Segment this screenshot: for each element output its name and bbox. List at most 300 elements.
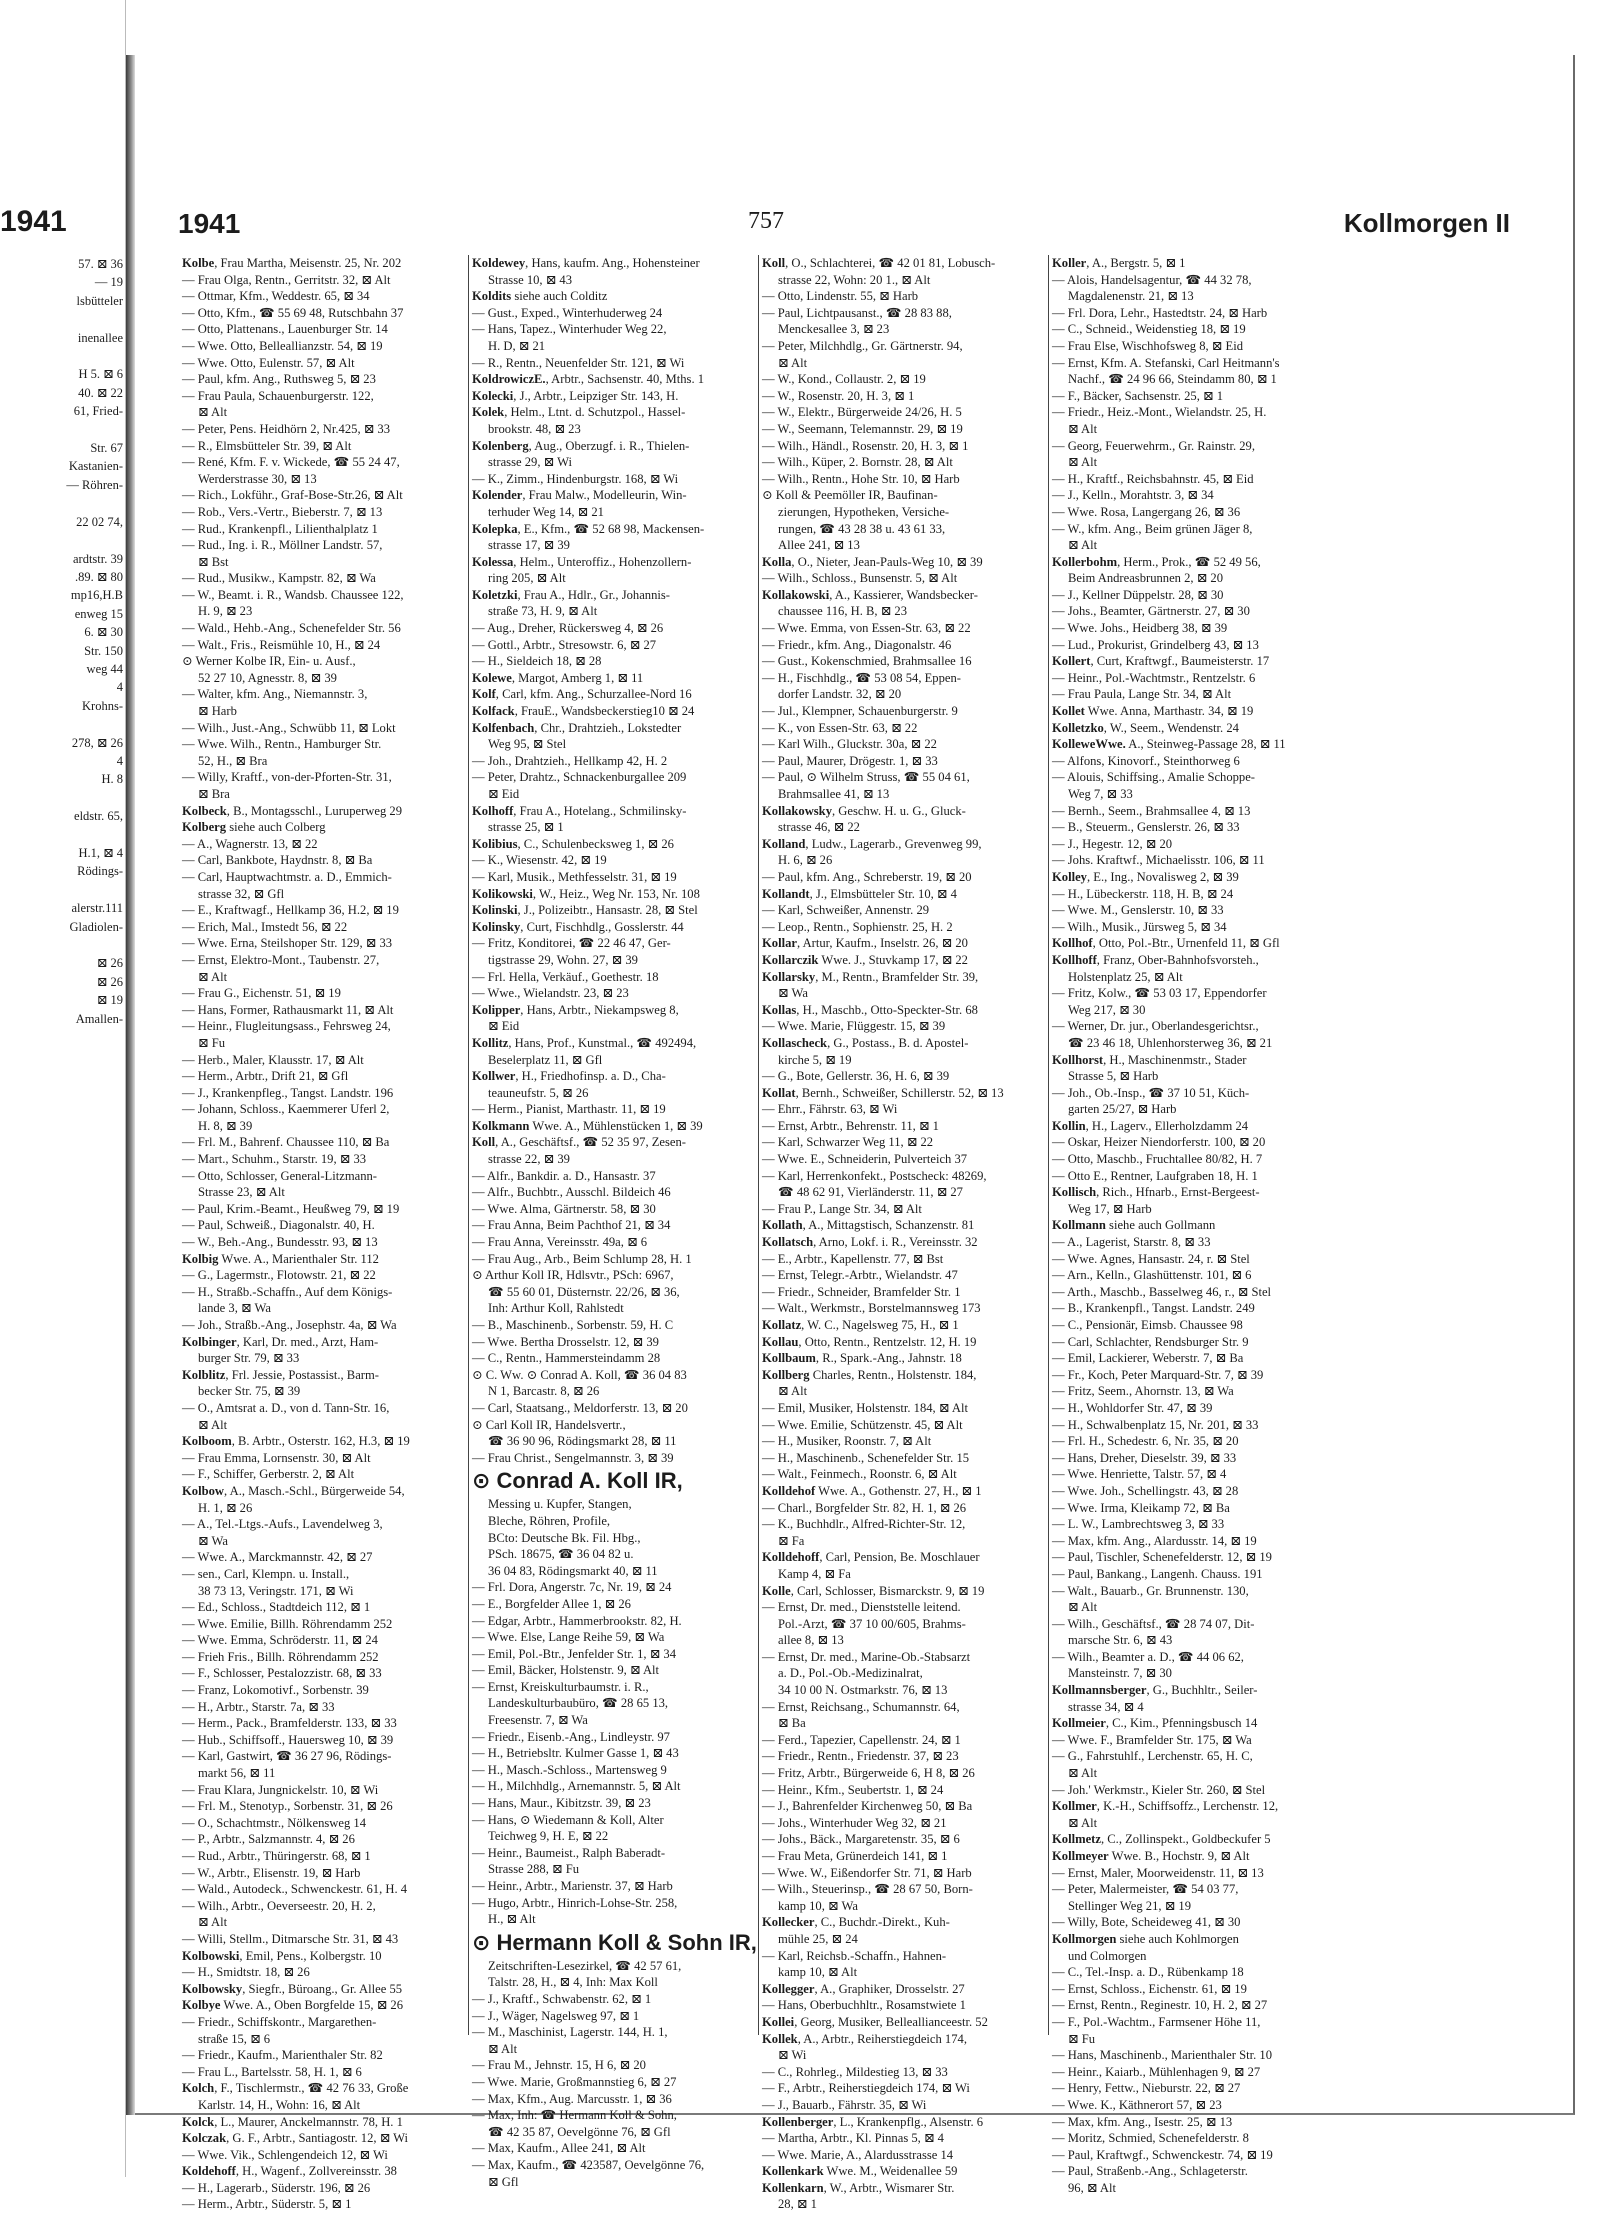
directory-entry-line: Kolewe, Margot, Amberg 1, ⊠ 11 — [472, 670, 644, 685]
directory-entry-line: — H., Musiker, Roonstr. 7, ⊠ Alt — [762, 1434, 932, 1449]
directory-entry-line: ⊙ C. Ww. ⊙ Conrad A. Koll, ☎ 36 04 83 — [472, 1367, 687, 1382]
directory-entry-line: Kolbe, Frau Martha, Meisenstr. 25, Nr. 202 — [182, 256, 402, 270]
directory-entry-line: strasse 25, ⊠ 1 — [488, 820, 564, 835]
directory-entry-line: Kollmetz, C., Zollinspekt., Goldbeckufer 5 — [1052, 1832, 1271, 1847]
directory-entry-line: — Frl. Hella, Verkäuf., Goethestr. 18 — [472, 969, 659, 984]
directory-entry-line: — Lud., Prokurist, Grindelberg 43, ⊠ 13 — [1052, 637, 1259, 652]
directory-entry-line: — Wilh., Geschäftsf., ☎ 28 74 07, Dit- — [1052, 1616, 1255, 1631]
directory-entry-line: Kollatz, W. C., Nagelsweg 75, H., ⊠ 1 — [762, 1318, 959, 1332]
directory-entry-line: ⊙ Conrad A. Koll IR, — [472, 1468, 683, 1494]
directory-entry-line: — Frau Christ., Sengelmannstr. 3, ⊠ 39 — [472, 1450, 674, 1465]
directory-entry-line: ⊠ Alt — [198, 1417, 228, 1432]
directory-entry-line: strasse 34, ⊠ 4 — [1068, 1699, 1144, 1714]
directory-entry-line: becker Str. 75, ⊠ 39 — [198, 1384, 301, 1399]
directory-entry-line: — Karl, Herrenkonfekt., Postscheck: 48269, — [762, 1168, 987, 1183]
previous-page-line: 22 02 74, — [76, 514, 123, 529]
directory-entry-line: — Joh., Straßb.-Ang., Josephstr. 4a, ⊠ Wa — [182, 1318, 397, 1332]
directory-entry-line: — M., Maschinist, Lagerstr. 144, H. 1, — [472, 2025, 668, 2040]
directory-entry-line: — Johann, Schloss., Kaemmerer Uferl 2, — [182, 1102, 390, 1117]
directory-entry-line: — Otto E., Rentner, Laufgraben 18, H. 1 — [1052, 1168, 1258, 1183]
directory-entry-line: — Frau Emma, Lornsenstr. 30, ⊠ Alt — [182, 1450, 371, 1465]
directory-entry-line: — Wwe. Marie, Flüggestr. 15, ⊠ 39 — [762, 1019, 946, 1034]
directory-entry-line: — J., Hegestr. 12, ⊠ 20 — [1052, 836, 1173, 851]
directory-entry-line: — F., Schiffer, Gerberstr. 2, ⊠ Alt — [182, 1467, 355, 1482]
directory-entry-line: Kolhoff, Frau A., Hotelang., Schmilinsky- — [472, 803, 687, 818]
directory-entry-line: — H., Arbtr., Starstr. 7a, ⊠ 33 — [182, 1699, 335, 1714]
directory-entry-line: — A., Tel.-Ltgs.-Aufs., Lavendelweg 3, — [182, 1517, 383, 1532]
directory-entry-line: — J., Bauarb., Fährstr. 35, ⊠ Wi — [762, 2097, 927, 2112]
directory-entry-line: Weg 95, ⊠ Stel — [488, 737, 567, 752]
directory-entry-line: — Hub., Schiffsoff., Hauersweg 10, ⊠ 39 — [182, 1732, 394, 1747]
directory-entry-line: ☎ 48 62 91, Vierländerstr. 11, ⊠ 27 — [778, 1185, 963, 1200]
directory-entry-line: — Wwe. Emilie, Schützenstr. 45, ⊠ Alt — [762, 1417, 963, 1432]
directory-entry-line: Kolbinger, Karl, Dr. med., Arzt, Ham- — [182, 1334, 379, 1349]
directory-entry-line: burger Str. 79, ⊠ 33 — [198, 1351, 300, 1366]
directory-entry-line: — Wwe. Otto, Belleallianzstr. 54, ⊠ 19 — [182, 338, 383, 353]
directory-entry-line: — Karl, Schweißer, Annenstr. 29 — [762, 903, 930, 918]
directory-entry-line: — F., Schlosser, Pestalozzistr. 68, ⊠ 33 — [182, 1666, 382, 1681]
directory-entry-line: Stellinger Weg 21, ⊠ 19 — [1068, 1898, 1191, 1913]
directory-entry-line: — H., Fischhdlg., ☎ 53 08 54, Eppen- — [762, 670, 961, 685]
directory-entry-line: — B., Steuerm., Genslerstr. 26, ⊠ 33 — [1052, 820, 1240, 835]
directory-entry-line: — Frau G., Eichenstr. 51, ⊠ 19 — [182, 986, 341, 1001]
directory-entry-line: Kollek, A., Arbtr., Reiherstiegdeich 174, — [762, 2031, 967, 2046]
directory-entry-line: ⊠ Ba — [778, 1716, 806, 1731]
previous-page-line: 57. ⊠ 36 — [78, 257, 123, 271]
directory-entry-line: ☎ 23 46 18, Uhlenhorsterweg 36, ⊠ 21 — [1068, 1035, 1273, 1050]
directory-entry-line: 28, ⊠ 1 — [778, 2197, 817, 2212]
directory-entry-line: Koll, A., Geschäftsf., ☎ 52 35 97, Zesen- — [472, 1135, 687, 1150]
directory-entry-line: — Ernst, Reichsang., Schumannstr. 64, — [762, 1699, 960, 1714]
directory-entry-line: ⊠ Fu — [1068, 2031, 1096, 2046]
directory-entry-line: ⊠ Alt — [1068, 421, 1098, 436]
previous-page-line: Str. 67 — [90, 441, 123, 456]
previous-page-line: mp16,H.B — [70, 588, 123, 603]
directory-entry-line: — Wwe. Otto, Eulenstr. 57, ⊠ Alt — [182, 355, 355, 370]
directory-entry-line: H. 6, ⊠ 26 — [778, 853, 833, 868]
directory-entry-line: — Carl, Schlachter, Rendsburger Str. 9 — [1052, 1334, 1249, 1349]
directory-entry-line: — Frau Paula, Schauenburgerstr. 122, — [182, 388, 374, 403]
directory-entry-line: — Herm., Arbtr., Drift 21, ⊠ Gfl — [182, 1069, 349, 1084]
directory-entry-line: — Leop., Rentn., Sophienstr. 25, H. 2 — [762, 919, 953, 934]
directory-entry-line: — Wilh., Just.-Ang., Schwübb 11, ⊠ Lokt — [182, 720, 396, 735]
directory-entry-line: — C., Rentn., Hammersteindamm 28 — [472, 1351, 661, 1366]
directory-entry-line: Kolla, O., Nieter, Jean-Pauls-Weg 10, ⊠ 39 — [762, 554, 983, 569]
directory-entry-line: — C., Rohrleg., Mildestieg 13, ⊠ 33 — [762, 2064, 948, 2079]
directory-entry-line: ☎ 55 60 01, Düsternstr. 22/26, ⊠ 36, — [488, 1284, 680, 1299]
directory-entry-line: Kolfack, FrauE., Wandsbeckerstieg10 ⊠ 24 — [472, 704, 695, 719]
directory-entry-line: — Moritz, Schmied, Schenefelderstr. 8 — [1052, 2131, 1249, 2146]
directory-entry-line: — Georg, Feuerwehrm., Gr. Rainstr. 29, — [1052, 438, 1255, 453]
previous-page-line: 40. ⊠ 22 — [78, 385, 123, 400]
directory-column-3 — [762, 255, 1042, 2212]
directory-entry-line: — Wwe. Bertha Drosselstr. 12, ⊠ 39 — [472, 1334, 659, 1349]
directory-entry-line: — H., Schwalbenplatz 15, Nr. 201, ⊠ 33 — [1052, 1417, 1259, 1432]
directory-entry-line: Messing u. Kupfer, Stangen, — [488, 1497, 632, 1512]
directory-entry-line: — Hans, ⊙ Wiedemann & Koll, Alter — [472, 1812, 664, 1827]
directory-entry-line: — Ernst, Rentn., Reginestr. 10, H. 2, ⊠ 27 — [1052, 1998, 1268, 2013]
directory-entry-line: — Willy, Bote, Scheideweg 41, ⊠ 30 — [1052, 1915, 1241, 1930]
previous-page-line: 6. ⊠ 30 — [84, 625, 123, 640]
directory-entry-line: Menckesallee 3, ⊠ 23 — [778, 322, 890, 337]
directory-entry-line: PSch. 18675, ☎ 36 04 82 u. — [488, 1547, 634, 1562]
directory-entry-line: — Wwe. Marie, Großmannstieg 6, ⊠ 27 — [472, 2074, 677, 2089]
directory-entry-line: Teichweg 9, H. E, ⊠ 22 — [488, 1829, 609, 1844]
directory-entry-line: — Peter, Milchhdlg., Gr. Gärtnerstr. 94, — [762, 338, 963, 353]
directory-entry-line: Kollecker, C., Buchdr.-Direkt., Kuh- — [762, 1915, 950, 1930]
directory-entry-line: Kolland, Ludw., Lagerarb., Grevenweg 99, — [762, 836, 982, 851]
directory-entry-line: Kollmeier, C., Kim., Pfenningsbusch 14 — [1052, 1716, 1258, 1731]
directory-entry-line: — Carl, Bankbote, Haydnstr. 8, ⊠ Ba — [182, 853, 373, 868]
directory-entry-line: — K., von Essen-Str. 63, ⊠ 22 — [762, 720, 918, 735]
previous-page-line — [0, 936, 123, 954]
directory-entry-line: — Frau Else, Wischhofsweg 8, ⊠ Eid — [1052, 338, 1243, 353]
directory-entry-line: — Wwe. Henriette, Talstr. 57, ⊠ 4 — [1052, 1467, 1227, 1482]
directory-entry-line: tigstrasse 29, Wohn. 27, ⊠ 39 — [488, 952, 638, 967]
previous-page-line: .89. ⊠ 80 — [75, 569, 123, 584]
directory-entry-line: KoldrowiczE., Arbtr., Sachsenstr. 40, Mths. 1 — [472, 372, 705, 387]
directory-entry-line: — Edgar, Arbtr., Hammerbrookstr. 82, H. — [472, 1613, 682, 1628]
directory-entry-line: H. 9, ⊠ 23 — [198, 604, 253, 619]
directory-entry-line: H. D, ⊠ 21 — [488, 338, 546, 353]
directory-entry-line: Weg 217, ⊠ 30 — [1068, 1002, 1146, 1017]
directory-entry-line: — Fritz, Konditorei, ☎ 22 46 47, Ger- — [472, 936, 671, 951]
directory-entry-line: — Johs., Winterhuder Weg 32, ⊠ 21 — [762, 1815, 947, 1830]
directory-entry-line: — O., Amtsrat a. D., von d. Tann-Str. 16, — [182, 1400, 390, 1415]
directory-entry-line: — Wwe. Erna, Steilshoper Str. 129, ⊠ 33 — [182, 936, 393, 951]
directory-entry-line: — W., kfm. Ang., Beim grünen Jäger 8, — [1052, 521, 1253, 536]
directory-entry-line: — Rob., Vers.-Vertr., Bieberstr. 7, ⊠ 13 — [182, 504, 383, 519]
directory-entry-line: Koletzki, Frau A., Hdlr., Gr., Johannis- — [472, 587, 670, 602]
directory-entry-line: strasse 32, ⊠ Gfl — [198, 886, 285, 901]
directory-entry-line: — Alfr., Bankdir. a. D., Hansastr. 37 — [472, 1168, 656, 1183]
directory-entry-line: — Paul, kfm. Ang., Ruthsweg 5, ⊠ 23 — [182, 372, 376, 387]
directory-entry-line: Kollerbohm, Herm., Prok., ☎ 52 49 56, — [1052, 554, 1261, 569]
directory-entry-line: Kolbow, A., Masch.-Schl., Bürgerweide 54, — [182, 1483, 405, 1498]
directory-entry-line: — Karl, Reichsb.-Schaffn., Hahnen- — [762, 1948, 947, 1963]
directory-entry-line: — J., Kraftf., Schwabenstr. 62, ⊠ 1 — [472, 1991, 652, 2006]
directory-entry-line: — Wwe. Vik., Schlengendeich 12, ⊠ Wi — [182, 2147, 388, 2162]
directory-entry-line: — E., Borgfelder Allee 1, ⊠ 26 — [472, 1596, 631, 1611]
directory-entry-line: ⊠ Alt — [778, 1384, 808, 1399]
directory-entry-line: kirche 5, ⊠ 19 — [778, 1052, 852, 1067]
directory-entry-line: — J., Wäger, Nagelsweg 97, ⊠ 1 — [472, 2008, 640, 2023]
directory-entry-line: ⊠ Fu — [198, 1035, 226, 1050]
directory-entry-line: — Ernst, Maler, Moorweidenstr. 11, ⊠ 13 — [1052, 1865, 1264, 1880]
directory-entry-line: — C., Schneid., Weidenstieg 18, ⊠ 19 — [1052, 322, 1246, 337]
directory-entry-line: — Rich., Lokführ., Graf-Bose-Str.26, ⊠ Alt — [182, 488, 403, 503]
directory-entry-line: — Peter, Drahtz., Schnackenburgallee 209 — [472, 770, 687, 785]
directory-entry-line: — Emil, Musiker, Holstenstr. 184, ⊠ Alt — [762, 1400, 968, 1415]
directory-entry-line: ⊙ Hermann Koll & Sohn IR, — [472, 1929, 757, 1955]
directory-column-2 — [472, 255, 757, 2189]
directory-entry-line: 34 10 00 N. Ostmarkstr. 76, ⊠ 13 — [778, 1683, 948, 1698]
previous-page-line — [0, 310, 123, 328]
directory-entry-line: — Ferd., Tapezier, Capellenstr. 24, ⊠ 1 — [762, 1732, 961, 1747]
directory-entry-line: N 1, Barcastr. 8, ⊠ 26 — [488, 1384, 600, 1399]
directory-entry-line: ⊠ Alt — [1068, 455, 1098, 470]
directory-entry-line: ⊠ Alt — [198, 1915, 228, 1930]
directory-entry-line: — Wilh., Händl., Rosenstr. 20, H. 3, ⊠ 1 — [762, 438, 969, 453]
directory-entry-line: ⊠ Wa — [198, 1533, 228, 1548]
directory-entry-line: — Friedr., kfm. Ang., Diagonalstr. 46 — [762, 637, 952, 652]
directory-entry-line: — Friedr., Kaufm., Marienthaler Str. 82 — [182, 2048, 383, 2063]
directory-entry-line: Freesenstr. 7, ⊠ Wa — [488, 1713, 588, 1728]
directory-entry-line: Kolecki, J., Arbtr., Leipziger Str. 143, H. — [472, 388, 679, 403]
directory-entry-line: Kolberg siehe auch Colberg — [182, 820, 326, 835]
directory-entry-line: dorfer Landstr. 32, ⊠ 20 — [778, 687, 902, 702]
directory-entry-line: — Wwe. Emma, von Essen-Str. 63, ⊠ 22 — [762, 621, 971, 636]
directory-entry-line: — J., Kellner Düppelstr. 28, ⊠ 30 — [1052, 587, 1224, 602]
directory-entry-line: Kolboom, B. Arbtr., Osterstr. 162, H.3, ⊠ 19 — [182, 1434, 410, 1449]
directory-entry-line: Kollhoff, Franz, Ober-Bahnhofsvorsteh., — [1052, 952, 1259, 967]
directory-entry-line: — Paul, Straßenb.-Ang., Schlageterstr. — [1052, 2164, 1248, 2179]
directory-entry-line: — Friedr., Schiffskontr., Margarethen- — [182, 2014, 377, 2029]
directory-entry-line: Kolenberg, Aug., Oberzugf. i. R., Thielen- — [472, 438, 690, 453]
directory-entry-line: Kollmannsberger, G., Buchhltr., Seiler- — [1052, 1683, 1258, 1698]
directory-entry-line: — Max, Kaufm., Allee 241, ⊠ Alt — [472, 2141, 646, 2156]
directory-entry-line: Kollegger, A., Graphiker, Drosselstr. 27 — [762, 1981, 965, 1996]
directory-entry-line: — Bernh., Seem., Brahmsallee 4, ⊠ 13 — [1052, 803, 1251, 818]
directory-entry-line: KolleweWwe. A., Steinweg-Passage 28, ⊠ 11 — [1052, 737, 1286, 752]
directory-entry-line: Kolbowski, Emil, Pens., Kolbergstr. 10 — [182, 1948, 382, 1963]
directory-entry-line: Kollakowsky, Geschw. H. u. G., Gluck- — [762, 803, 966, 818]
directory-entry-line: — Wilh., Beamter a. D., ☎ 44 06 62, — [1052, 1649, 1244, 1664]
directory-entry-line: — H., Wohldorfer Str. 47, ⊠ 39 — [1052, 1400, 1213, 1415]
directory-entry-line: ⊠ Bra — [198, 787, 230, 801]
directory-entry-line: ⊠ Alt — [198, 405, 228, 420]
directory-entry-line: — Wwe. Emilie, Billh. Röhrendamm 252 — [182, 1616, 393, 1631]
directory-entry-line: kamp 10, ⊠ Wa — [778, 1898, 858, 1913]
directory-entry-line: — Wwe. K., Käthnerort 57, ⊠ 23 — [1052, 2097, 1222, 2112]
previous-page-line: weg 44 — [86, 661, 123, 676]
directory-entry-line: Kollath, A., Mittagstisch, Schanzenstr. 81 — [762, 1218, 975, 1233]
directory-entry-line: Kollatsch, Arno, Lokf. i. R., Vereinsstr. 32 — [762, 1235, 978, 1250]
directory-entry-line: — Hugo, Arbtr., Hinrich-Lohse-Str. 258, — [472, 1895, 678, 1910]
previous-page-line: Str. 150 — [84, 643, 123, 658]
directory-entry-line: Kolbye Wwe. A., Oben Borgfelde 15, ⊠ 26 — [182, 1998, 404, 2013]
directory-entry-line: Kollakowski, A., Kassierer, Wandsbecker- — [762, 587, 978, 602]
directory-entry-line: Kollet Wwe. Anna, Marthastr. 34, ⊠ 19 — [1052, 704, 1254, 719]
directory-entry-line: — Ernst, Elektro-Mont., Taubenstr. 27, — [182, 952, 380, 967]
directory-entry-line: Brahmsallee 41, ⊠ 13 — [778, 787, 890, 801]
directory-entry-line: — Friedr., Rentn., Friedenstr. 37, ⊠ 23 — [762, 1749, 959, 1764]
directory-entry-line: — Joh., Drahtzieh., Hellkamp 42, H. 2 — [472, 753, 668, 768]
directory-entry-line: 52, H., ⊠ Bra — [198, 753, 268, 768]
directory-entry-line: 52 27 10, Agnesstr. 8, ⊠ 39 — [198, 670, 337, 685]
directory-entry-line: — Charl., Borgfelder Str. 82, H. 1, ⊠ 26 — [762, 1500, 967, 1515]
previous-page-line: Gladiolen- — [69, 919, 123, 934]
directory-entry-line: — J., Krankenpfleg., Tangst. Landstr. 196 — [182, 1085, 394, 1100]
directory-entry-line: Weg 17, ⊠ Harb — [1068, 1201, 1152, 1216]
directory-entry-line: Kollarsky, M., Rentn., Bramfelder Str. 39, — [762, 969, 979, 984]
directory-entry-line: — Emil, Lackierer, Weberstr. 7, ⊠ Ba — [1052, 1351, 1244, 1366]
directory-entry-line: Zeitschriften-Lesezirkel, ☎ 42 57 61, — [488, 1958, 682, 1973]
directory-entry-line: — H., Smidtstr. 18, ⊠ 26 — [182, 1965, 310, 1980]
directory-entry-line: — Emil, Pol.-Btr., Jenfelder Str. 1, ⊠ 34 — [472, 1646, 676, 1661]
directory-entry-line: — Franz, Lokomotivf., Sorbenstr. 39 — [182, 1683, 369, 1698]
directory-entry-line: Kolbig Wwe. A., Marienthaler Str. 112 — [182, 1251, 379, 1266]
directory-entry-line: — Erich, Mal., Imstedt 56, ⊠ 22 — [182, 919, 348, 934]
directory-entry-line: — Wwe., Wielandstr. 23, ⊠ 23 — [472, 986, 629, 1001]
directory-entry-line: — Wwe. Wilh., Rentn., Hamburger Str. — [182, 737, 382, 752]
directory-entry-line: Kollisch, Rich., Hfnarb., Ernst-Bergeest- — [1052, 1185, 1260, 1200]
previous-page-line: ⊠ 26 — [96, 974, 123, 989]
directory-entry-line: Kollas, H., Maschb., Otto-Speckter-Str. 68 — [762, 1002, 978, 1017]
directory-entry-line: Kolek, Helm., Ltnt. d. Schutzpol., Hassel- — [472, 405, 686, 420]
previous-page-line: H 5. ⊠ 6 — [78, 367, 123, 382]
directory-entry-line: — Carl, Staatsang., Meldorferstr. 13, ⊠ 20 — [472, 1400, 688, 1415]
directory-entry-line: Kollmer, K.-H., Schiffsoffz., Lerchenstr. 12, — [1052, 1799, 1279, 1814]
directory-entry-line: — Carl, Hauptwachtmstr. a. D., Emmich- — [182, 869, 392, 884]
directory-entry-line: — W., Beamt. i. R., Wandsb. Chaussee 122, — [182, 587, 404, 602]
directory-entry-line: strasse 46, ⊠ 22 — [778, 820, 860, 835]
directory-entry-line: — Wald., Autodeck., Schwenckestr. 61, H. 4 — [182, 1882, 408, 1897]
previous-page-line: Amallen- — [75, 1011, 123, 1026]
directory-entry-line: marsche Str. 6, ⊠ 43 — [1068, 1633, 1173, 1648]
header-keyword: Kollmorgen II — [1343, 208, 1510, 238]
directory-entry-line: — Frl. Dora, Angerstr. 7c, Nr. 19, ⊠ 24 — [472, 1580, 672, 1595]
previous-page-line: inenallee — [77, 330, 123, 345]
directory-entry-line: Koldewey, Hans, kaufm. Ang., Hohensteiner — [472, 256, 700, 270]
directory-entry-line: Kollandt, J., Elmsbütteler Str. 10, ⊠ 4 — [762, 886, 957, 901]
directory-entry-line: — B., Krankenpfl., Tangst. Landstr. 249 — [1052, 1301, 1255, 1316]
directory-entry-line: Kollhorst, H., Maschinenmstr., Stader — [1052, 1052, 1247, 1067]
directory-entry-line: Weg 7, ⊠ 33 — [1068, 787, 1133, 801]
previous-page-line: Kastanien- — [68, 459, 123, 474]
directory-entry-line: brookstr. 48, ⊠ 23 — [488, 421, 581, 436]
directory-entry-line: — B., Maschinenb., Sorbenstr. 59, H. C — [472, 1318, 674, 1332]
previous-page-line — [0, 715, 123, 733]
directory-entry-line: — Otto, Schlosser, General-Litzmann- — [182, 1168, 377, 1183]
directory-entry-line: Kollenkark Wwe. M., Weidenallee 59 — [762, 2164, 958, 2179]
directory-entry-line: — A., Lagerist, Starstr. 8, ⊠ 33 — [1052, 1235, 1211, 1250]
directory-entry-line: — Ottmar, Kfm., Weddestr. 65, ⊠ 34 — [182, 289, 370, 304]
directory-entry-line: Kolldehof Wwe. A., Gothenstr. 27, H., ⊠ 1 — [762, 1483, 982, 1498]
directory-entry-line: — E., Arbtr., Kapellenstr. 77, ⊠ Bst — [762, 1251, 944, 1266]
directory-entry-line: — Walter, kfm. Ang., Niemannstr. 3, — [182, 687, 368, 702]
directory-entry-line: Kolley, E., Ing., Novalisweg 2, ⊠ 39 — [1052, 869, 1239, 884]
directory-entry-line: Kollberg Charles, Rentn., Holstenstr. 184, — [762, 1367, 977, 1382]
previous-page-lines — [0, 255, 123, 1028]
directory-entry-line: — Johs., Bäck., Margaretenstr. 35, ⊠ 6 — [762, 1832, 960, 1847]
directory-entry-line: — Gottl., Arbtr., Stresowstr. 6, ⊠ 27 — [472, 637, 657, 652]
directory-entry-line: strasse 29, ⊠ Wi — [488, 455, 572, 470]
directory-entry-line: — Hans, Maschinenb., Marienthaler Str. 10 — [1052, 2048, 1272, 2063]
directory-entry-line: — Rud., Ing. i. R., Möllner Landstr. 57, — [182, 538, 383, 553]
directory-entry-line: — Max, Kfm., Aug. Marcusstr. 1, ⊠ 36 — [472, 2091, 672, 2106]
previous-page-line: 61, Fried- — [73, 404, 123, 419]
directory-entry-line: — Rud., Krankenpfl., Lilienthalplatz 1 — [182, 521, 378, 536]
directory-entry-line: — Willy, Kraftf., von-der-Pforten-Str. 31, — [182, 770, 392, 785]
directory-entry-line: — W., Rosenstr. 20, H. 3, ⊠ 1 — [762, 388, 915, 403]
directory-entry-line: terhuder Weg 14, ⊠ 21 — [488, 504, 604, 519]
directory-entry-line: zierungen, Hypotheken, Versiche- — [778, 504, 950, 519]
directory-entry-line: — Paul, Krim.-Beamt., Heußweg 79, ⊠ 19 — [182, 1201, 400, 1216]
directory-entry-line: — Frl. M., Stenotyp., Sorbenstr. 31, ⊠ 26 — [182, 1799, 393, 1814]
directory-entry-line: Kollwer, H., Friedhofinsp. a. D., Cha- — [472, 1069, 666, 1084]
directory-entry-line: — Frau Olga, Rentn., Gerritstr. 32, ⊠ Alt — [182, 272, 391, 287]
directory-entry-line: allee 8, ⊠ 13 — [778, 1633, 844, 1648]
directory-entry-line: kamp 10, ⊠ Alt — [778, 1965, 858, 1980]
directory-entry-line: H. 1, ⊠ 26 — [198, 1500, 253, 1515]
directory-entry-line: — Ernst, Telegr.-Arbtr., Wielandstr. 47 — [762, 1268, 958, 1283]
directory-entry-line: — Fr., Koch, Peter Marquard-Str. 7, ⊠ 39 — [1052, 1367, 1264, 1382]
directory-entry-line: — Walt., Feinmech., Roonstr. 6, ⊠ Alt — [762, 1467, 957, 1482]
directory-entry-line: ⊠ Alt — [1068, 1815, 1098, 1830]
directory-entry-line: — Karl, Musik., Methfesselstr. 31, ⊠ 19 — [472, 869, 677, 884]
directory-entry-line: — Paul, Lichtpausanst., ☎ 28 83 88, — [762, 305, 952, 320]
directory-entry-line: — Gust., Exped., Winterhuderweg 24 — [472, 305, 663, 320]
directory-entry-line: — Wwe. Else, Lange Reihe 59, ⊠ Wa — [472, 1630, 665, 1645]
directory-entry-line: — Heinr., Flugleitungsass., Fehrsweg 24, — [182, 1019, 391, 1034]
directory-entry-line: — H., Kraftf., Reichsbahnstr. 45, ⊠ Eid — [1052, 471, 1254, 486]
directory-entry-line: Kollar, Artur, Kaufm., Inselstr. 26, ⊠ 20 — [762, 936, 968, 951]
directory-entry-line: — W., Kond., Collaustr. 2, ⊠ 19 — [762, 372, 926, 387]
directory-entry-line: — Wwe. Johs., Heidberg 38, ⊠ 39 — [1052, 621, 1228, 636]
directory-entry-line: — Wilh., Steuerinsp., ☎ 28 67 50, Born- — [762, 1882, 973, 1897]
directory-entry-line: ⊠ Harb — [198, 704, 237, 719]
directory-entry-line: — Otto, Lindenstr. 55, ⊠ Harb — [762, 289, 919, 304]
directory-entry-line: ⊙ Arthur Koll IR, Hdlsvtr., PSch: 6967, — [472, 1268, 674, 1283]
directory-entry-line: — Alfr., Buchbtr., Ausschl. Bildeich 46 — [472, 1185, 671, 1200]
directory-entry-line: — L. W., Lambrechtsweg 3, ⊠ 33 — [1052, 1517, 1225, 1532]
directory-entry-line: Koldehoff, H., Wagenf., Zollvereinsstr. 38 — [182, 2164, 397, 2179]
directory-entry-line: Allee 241, ⊠ 13 — [778, 538, 860, 553]
directory-entry-line: — Wilh., Musik., Jürsweg 5, ⊠ 34 — [1052, 919, 1227, 934]
directory-entry-line: — G., Fahrstuhlf., Lerchenstr. 65, H. C, — [1052, 1749, 1253, 1764]
directory-entry-line: — Herm., Pack., Bramfelderstr. 133, ⊠ 33 — [182, 1716, 397, 1731]
directory-entry-line: — Max, kfm. Ang., Alardusstr. 14, ⊠ 19 — [1052, 1533, 1257, 1548]
previous-page-line — [0, 789, 123, 807]
directory-entry-line: Kolfenbach, Chr., Drahtzieh., Lokstedter — [472, 720, 682, 735]
directory-entry-line: — G., Lagermstr., Flotowstr. 21, ⊠ 22 — [182, 1268, 376, 1283]
directory-entry-line: — W., Seemann, Telemannstr. 29, ⊠ 19 — [762, 421, 963, 436]
directory-entry-line: — Frl. Dora, Lehr., Hastedtstr. 24, ⊠ Harb — [1052, 305, 1268, 320]
directory-entry-line: — Frau Anna, Vereinsstr. 49a, ⊠ 6 — [472, 1235, 648, 1250]
previous-page-line: — Röhren- — [66, 477, 123, 492]
directory-entry-line: — Paul, Kraftwgf., Schwenckestr. 74, ⊠ 19 — [1052, 2147, 1273, 2162]
directory-entry-line: — A., Wagnerstr. 13, ⊠ 22 — [182, 836, 318, 851]
directory-entry-line: ⊠ Alt — [488, 2041, 518, 2056]
directory-entry-line: — Mart., Schuhm., Starstr. 19, ⊠ 33 — [182, 1152, 367, 1167]
directory-entry-line: — Friedr., Eisenb.-Ang., Lindleystr. 97 — [472, 1729, 670, 1744]
directory-entry-line: Kolf, Carl, kfm. Ang., Schurzallee-Nord 16 — [472, 687, 692, 702]
directory-entry-line: — Martha, Arbtr., Kl. Pinnas 5, ⊠ 4 — [762, 2131, 944, 2146]
directory-entry-line: — C., Pensionär, Eimsb. Chaussee 98 — [1052, 1318, 1243, 1332]
directory-entry-line: Kolletzko, W., Seem., Wendenstr. 24 — [1052, 720, 1239, 735]
directory-entry-line: — Heinr., Baumeist., Ralph Baberadt- — [472, 1845, 666, 1860]
directory-entry-line: — P., Arbtr., Salzmannstr. 4, ⊠ 26 — [182, 1832, 355, 1847]
directory-entry-line: — Wwe. Alma, Gärtnerstr. 58, ⊠ 30 — [472, 1201, 656, 1216]
directory-entry-line: Kolender, Frau Malw., Modelleurin, Win- — [472, 488, 687, 503]
previous-page-line: ⊠ 19 — [96, 993, 123, 1008]
directory-entry-line: — H., Lübeckerstr. 118, H. B, ⊠ 24 — [1052, 886, 1234, 901]
directory-entry-line: BCto: Deutsche Bk. Fil. Hbg., — [488, 1530, 641, 1545]
directory-entry-line: — Wilh., Rentn., Hohe Str. 10, ⊠ Harb — [762, 471, 960, 486]
directory-entry-line: — Wwe. Irma, Kleikamp 72, ⊠ Ba — [1052, 1500, 1230, 1515]
directory-entry-line: — Wwe. E., Schneiderin, Pulverteich 37 — [762, 1152, 968, 1167]
previous-page-line: H.1, ⊠ 4 — [78, 846, 123, 860]
directory-entry-line: — Karl, Schwarzer Weg 11, ⊠ 22 — [762, 1135, 934, 1150]
directory-entry-line: Nachf., ☎ 24 96 66, Steindamm 80, ⊠ 1 — [1068, 372, 1277, 387]
directory-entry-line: Kollenkarn, W., Arbtr., Wismarer Str. — [762, 2180, 955, 2195]
directory-entry-line: — Hans, Maur., Kibitzstr. 39, ⊠ 23 — [472, 1796, 651, 1811]
directory-entry-line: — K., Zimm., Hindenburgstr. 168, ⊠ Wi — [472, 471, 679, 486]
directory-entry-line: ⊙ Werner Kolbe IR, Ein- u. Ausf., — [182, 654, 356, 669]
directory-entry-line: — Frl. M., Bahrenf. Chaussee 110, ⊠ Ba — [182, 1135, 390, 1150]
directory-entry-line: Kolkmann Wwe. A., Mühlenstücken 1, ⊠ 39 — [472, 1118, 703, 1133]
